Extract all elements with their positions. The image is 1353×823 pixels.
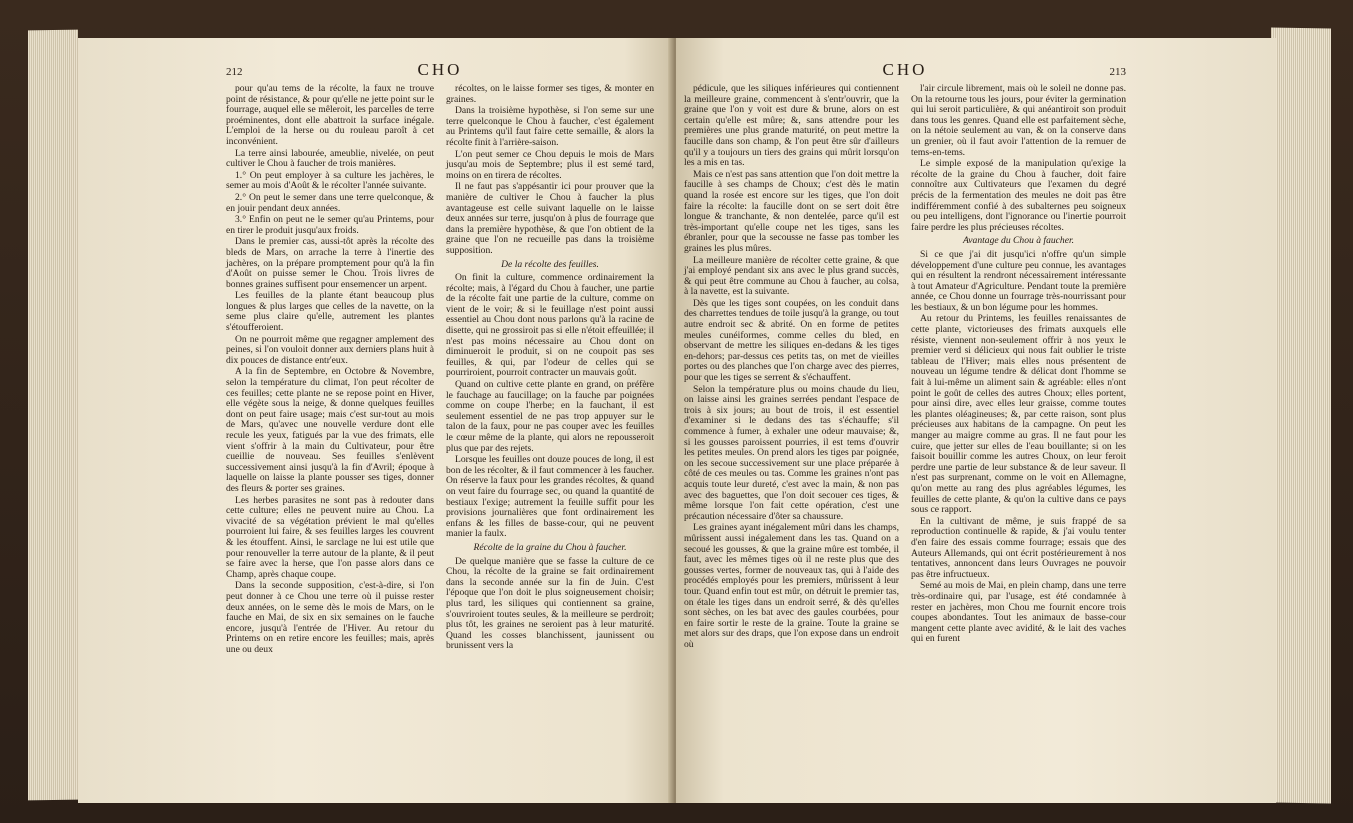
left-running-head <box>226 60 654 80</box>
paragraph: 2.° On peut le semer dans une terre quelconque, & en jouir pendant deux années. <box>226 191 434 214</box>
paragraph: Si ce que j'ai dit jusqu'ici n'offre qu'un simple développement d'une culture peu connue, les avantages qui en résultent la rendront nécessairement intéressante à tout Amateur d'Agriculture. Pendant toute la première année, ce Chou donne un fourrage très-nourrissant pour les bestiaux, & un bon légume pour les hommes. <box>911 248 1126 313</box>
paragraph: Les feuilles de la plante étant beaucoup plus longues & plus larges que celles de la navette, on la seme plus claire qu'elle, autrement les plantes s'étoufferoient. <box>226 290 434 334</box>
paragraph: Dans la seconde supposition, c'est-à-dire, si l'on peut donner à ce Chou une terre où il puisse rester deux années, on le seme dès le mois de Mars, on le fauche en Mai, de six en six semaines on le fauche encore, jusqu'à l'entrée de l'Hiver. Au retour du Printems on en retire encore les feuilles; mais, après une ou deux <box>226 580 434 655</box>
paragraph: A la fin de Septembre, en Octobre & Novembre, selon la température du climat, l'on peut récolter de ces feuilles; cette plante ne se repose point en Hiver, elle végète sous la neige, & donne quelques feuilles dont on peut faire usage; mais c'est sur-tout au mois de Mars, qu'avec une nouvelle verdure dont elle recule les yeux, fatigués par la vue des frimats, elle vient s'offrir à la main du Cultivateur, pour être cueillie de nouveau. Ses feuilles s'enlèvent successivement ainsi jusqu'à la fin d'Avril; époque à laquelle on laisse la plante pousser ses tiges, donner des fleurs & porter ses graines. <box>226 366 434 494</box>
right-page-edges <box>1271 27 1331 803</box>
left-page-edges <box>28 30 78 801</box>
paragraph: On finit la culture, commence ordinairement la récolte; mais, à l'égard du Chou à faucher, une partie de la récolte fait une partie de la culture, comme on vient de le voir; & si le feuillage n'est point aussi essentiel au Chou dont nous parlons qu'à la racine de disette, qui ne grossiroit pas si elle n'étoit effeuillée; il n'est pas moins nécessaire au Chou dont on diminueroit le produit, si on ne coupoit pas ses feuilles, & qui, par l'odeur de celles qui se pourriroient, pourroit contracter un mauvais goût. <box>446 272 654 379</box>
paragraph: Selon la température plus ou moins chaude du lieu, on laisse ainsi les graines serrées pendant l'espace de trois à six jours; au bout de trois, il est essentiel d'examiner si le dedans des tas s'échauffe; s'il commence à fumer, à exhaler une odeur mauvaise; &, si les gousses paroissent pourries, il est tems d'ouvrir les petites meules. On prend alors les tiges par poignée, on les secoue successivement sur une place préparée à côté de ces meules ou tas. Comme les graines n'ont pas acquis toute leur dureté, c'est avec la main, & non pas avec des baguettes, que l'on doit secouer ces tiges, & même lorsque l'on fait cette opération, c'est une précaution nécessaire d'ôter sa chaussure. <box>684 383 899 522</box>
paragraph: De quelque manière que se fasse la culture de ce Chou, la récolte de la graine se fait ordinairement dans la seconde année sur la fin de Juin. C'est l'époque que l'on doit le plus soigneusement choisir; plus tard, les siliques qui contiennent sa graine, s'ouvriroient toutes seules, & la meilleure se perdroit; plus tôt, les graines ne seroient pas à leur maturité. Quand les cosses blanchissent, jaunissent ou brunissent vers la <box>446 555 654 652</box>
paragraph: Mais ce n'est pas sans attention que l'on doit mettre la faucille à ses champs de Choux; c'est dès le matin quand la rosée est encore sur les tiges, que l'on doit faire la récolte: la faucille dont on se sert doit être longue & tranchante, & non dentelée, parce qu'il est très-important qu'elle coupe net les tiges, sans les ébranler, pour que la secousse ne fasse pas tomber les graines les plus mûres. <box>684 168 899 254</box>
paragraph: l'air circule librement, mais où le soleil ne donne pas. On la retourne tous les jours, pour éviter la germination qui lui seroit particulière, & qui anéantiroit son produit dans tous les genres. Quand elle est parfaitement sèche, on la nétoie seulement au van, & on la conserve dans un grenier, où il faut avoir l'attention de la remuer de tems-en-tems. <box>911 83 1126 158</box>
right-header-word: CHO <box>882 60 928 79</box>
paragraph: En la cultivant de même, je suis frappé de sa reproduction continuelle & rapide, & j'ai voulu tenter d'en faire des essais comme fourrage; essais que des Auteurs Allemands, qui ont écrit postérieurement à nos tentatives, annoncent dans leurs Ouvrages ne pouvoir pas être infructueux. <box>911 515 1126 580</box>
paragraph: Les graines ayant inégalement mûri dans les champs, mûrissent aussi inégalement dans les tas. Quand on a secoué les gousses, & que la graine mûre est tombée, il faut, avec les mêmes tiges où il ne reste plus que des gousses vertes, former de nouveaux tas, qui à l'aide des procédés employés pour les premiers, mûrissent à leur tour. Quand enfin tout est mûr, on détruit le premier tas, on étale les tiges dans un endroit serré, & dès qu'elles sont sèches, on les bat avec des gaules courbées, pour en faire sortir le reste de la graine. Toute la graine se met alors sur des draps, que l'on expose dans un endroit où <box>684 522 899 650</box>
paragraph: Les herbes parasites ne sont pas à redouter dans cette culture; elles ne peuvent nuire au Chou. La vivacité de sa végétation prévient le mal qu'elles pourroient lui faire, & ses feuilles larges les couvrent & les étouffent. Ainsi, le sarclage ne lui est utile que pour renouveller la terre autour de la plante, & il peut se faire avec la herse, que l'on passe alors dans ce Champ, après chaque coupe. <box>226 494 434 580</box>
section-heading: Récolte de la graine du Chou à faucher. <box>473 541 627 553</box>
paragraph: récoltes, on le laisse former ses tiges, & monter en graines. <box>446 83 654 105</box>
paragraph: 3.° Enfin on peut ne le semer qu'au Printems, pour en tirer le produit jusqu'aux froids. <box>226 214 434 236</box>
section-heading: Avantage du Chou à faucher. <box>962 235 1075 247</box>
paragraph: 1.° On peut employer à sa culture les jachères, le semer au mois d'Août & le récolter l'année suivante. <box>226 169 434 192</box>
right-page-number: 213 <box>1109 66 1126 78</box>
right-running-head <box>684 60 1126 80</box>
paragraph: L'on peut semer ce Chou depuis le mois de Mars jusqu'au mois de Septembre; plus il est semé tard, moins on en tirera de récoltes. <box>446 148 654 181</box>
left-column-2 <box>446 84 654 656</box>
right-column-2 <box>911 84 1126 651</box>
paragraph: Au retour du Printems, les feuilles renaissantes de cette plante, victorieuses des frimats auxquels elle résiste, viennent non-seulement offrir à nos yeux le premier verd si délicieux qui nous fait oublier le triste tableau de l'Hiver; mais elles nous présentent de nouveau un légume tendre & délicat dont l'homme se fait à lui-même un aliment sain & agréable: elles n'ont point le goût de celles des autres Choux; elles portent, pour ainsi dire, avec elles leur graisse, comme toutes les plantes oléagineuses; &, par cette raison, sont plus précieuses aux habitans de la campagne. On peut les manger au maigre comme au gras. Il ne faut pour les cuire, que jetter sur elles de l'eau bouillante; si on les faisoit bouillir comme les autres Choux, on leur feroit perdre une partie de leur substance & de leur saveur. Il n'est pas surprenant, comme on le voit en Allemagne, qu'on mette au rang des plus agréables légumes, les feuilles de cette plante, & qu'on la cultive dans ce pays sous ce rapport. <box>911 313 1126 516</box>
paragraph: On ne pourroit même que regagner amplement des peines, si l'on vouloit donner aux derniers plans huit à dix pouces de distance entr'eux. <box>226 333 434 366</box>
left-page <box>78 38 672 803</box>
section-heading: De la récolte des feuilles. <box>501 258 599 270</box>
left-column-1 <box>226 84 434 656</box>
paragraph: pédicule, que les siliques inférieures qui contiennent la meilleure graine, commencent à s'entr'ouvrir, que la graine que l'on y voit est dure & brune, alors on est certain qu'elle est mûre; &, sans attendre pour les premières une plus grande maturité, on peut mettre la faucille dans son champ, & l'on peut être sûr d'ailleurs qu'il y a toujours un tiers des grains qui mûrit lorsqu'on les a mis en tas. <box>684 83 899 169</box>
paragraph: Semé au mois de Mai, en plein champ, dans une terre très-ordinaire qui, par l'usage, est été condamnée à rester en jachères, mon Chou me fournit encore trois coupes abondantes. Tout les animaux de basse-cour mangent cette plante avec avidité, & le lait des vaches qui en furent <box>911 580 1126 645</box>
paragraph: La terre ainsi labourée, ameublie, nivelée, on peut cultiver le Chou à faucher de trois manières. <box>226 147 434 170</box>
paragraph: Dans le premier cas, aussi-tôt après la récolte des bleds de Mars, on arrache la terre à l'inertie des jachères, on la prépare promptement pour qu'à la fin d'Août on puisse semer le Chou. Trois livres de bonnes graines suffisent pour ensemencer un arpent. <box>226 236 434 290</box>
paragraph: Lorsque les feuilles ont douze pouces de long, il est bon de les récolter, & il faut commencer à les faucher. On réserve la faux pour les grandes récoltes, & quand on veut faire du fourrage sec, ou quand la quantité de bestiaux l'exige; autrement la feuille suffit pour les provisions journalières que font ordinairement les enfans & les filles de basse-cour, qui ne peuvent manier la faulx. <box>446 454 654 540</box>
paragraph: La meilleure manière de récolter cette graine, & que j'ai employé pendant six ans avec le plus grand succès, & qui peut être commune au Chou à faucher, au colsa, à la navette, est la suivante. <box>684 254 899 298</box>
paragraph: pour qu'au tems de la récolte, la faux ne trouve point de résistance, & pour qu'elle ne jette point sur le fourrage, auquel elle se mêleroit, les parcelles de terre proéminentes, dont elle abattroit la surface inégale. L'emploi de la herse ou du rouleau paroît à cet inconvénient. <box>226 83 434 147</box>
paragraph: Dans la troisième hypothèse, si l'on seme sur une terre quelconque le Chou à faucher, c'est également au Printems qu'il faut faire cette semaille, & alors la récolte finit à l'arrière-saison. <box>446 105 654 148</box>
left-header-word: CHO <box>417 60 463 79</box>
right-column-1 <box>684 84 899 651</box>
left-page-number: 212 <box>226 66 243 78</box>
paragraph: Il ne faut pas s'appésantir ici pour prouver que la manière de cultiver le Chou à faucher la plus avantageuse est celle suivant laquelle on le laisse deux années sur terre, jusqu'on à plus de fourrage que dans la première hypothèse, & que l'on obtient de la graine que l'on ne recueille pas dans la troisième supposition. <box>446 181 654 256</box>
paragraph: Le simple exposé de la manipulation qu'exige la récolte de la graine du Chou à faucher, doit faire connoître aux Cultivateurs que l'examen du degré précis de la fermentation des meules ne doit pas être indifféremment confié à des subalternes peu soigneux ou peu intelligens, dont l'ignorance ou l'inertie pourroit faire perdre les plus précieuses récoltes. <box>911 158 1126 233</box>
paragraph: Quand on cultive cette plante en grand, on préfère le fauchage au faucillage; on la fauche par poignées comme on coupe l'herbe; en la fauchant, il est seulement essentiel de ne pas trop appuyer sur le talon de la faux, pour ne pas couper avec les feuilles le cœur même de la plante, qui alors ne repousseroit plus que par des rejets. <box>446 379 654 454</box>
right-page <box>676 38 1276 803</box>
paragraph: Dès que les tiges sont coupées, on les conduit dans des charrettes tendues de toile jusqu'à la grange, ou tout autre endroit sec & abrité. On en forme de petites meules cunéiformes, comme celles du bled, en observant de mettre les siliques en-dedans & les tiges en-dehors; par-dessus ces petits tas, on met de vieilles portes ou des planches que l'on charge avec des pierres, pour que les tiges se serrent & s'échauffent. <box>684 297 899 384</box>
